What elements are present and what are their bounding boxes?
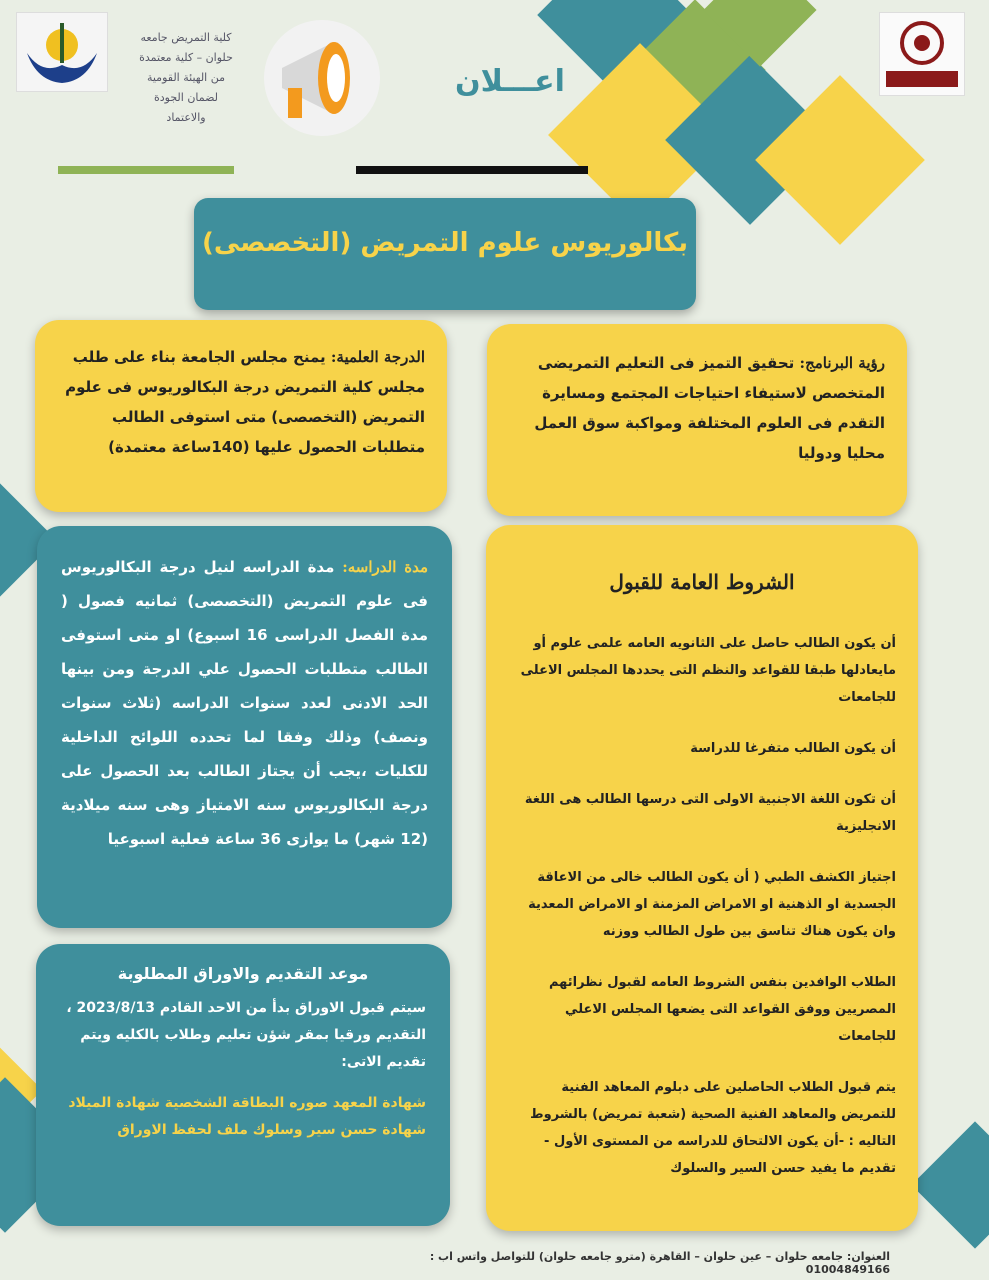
condition-item: أن تكون اللغة الاجنبية الاولى التى درسها الطالب هى اللغة الانجليزية — [524, 792, 896, 834]
required-documents: شهادة المعهد صوره البطاقة الشخصية شهادة الميلاد شهادة حسن سير وسلوك ملف لحفظ الاوراق — [68, 1095, 426, 1138]
university-logo-icon — [880, 13, 964, 95]
footer-contact: العنوان: جامعه حلوان – عين حلوان – القاهرة (مترو جامعه حلوان) للتواصل واتس اب : 01004849166 — [429, 1250, 890, 1276]
megaphone-icon — [262, 18, 382, 138]
accreditation-line: كلية التمريض جامعه — [140, 31, 232, 44]
condition-item: اجتياز الكشف الطبي ( أن يكون الطالب خالى من الاعاقة الجسدية او الذهنية او الامراض المزمنة او الامراض المعدية وان يكون هناك تناسق بين طول الطالب ووزنه — [528, 870, 896, 939]
vision-text: تحقيق التميز فى التعليم التمريضى المتخصص لاستيفاء احتياجات المجتمع ومسايرة التقدم فى العلوم المختلفة ومواكبة سوق العمل محليا ودوليا — [534, 354, 885, 462]
application-text: سيتم قبول الاوراق بدأ من الاحد القادم 2023/8/13 ، التقديم ورقيا بمقر شؤن تعليم وطلاب بالكليه ويتم تقديم الاتى: — [66, 1000, 426, 1070]
application-card — [36, 944, 450, 1226]
accreditation-line: لضمان الجودة — [153, 91, 219, 104]
program-title-box — [194, 198, 696, 310]
application-title: موعد التقديم والاوراق المطلوبة — [117, 964, 369, 983]
decor-diamond — [911, 1121, 989, 1248]
duration-label: مدة الدراسه: — [342, 558, 428, 576]
duration-card — [37, 526, 452, 928]
vision-label: رؤية البرنامج: — [799, 354, 885, 372]
vision-card — [487, 324, 907, 516]
admission-conditions-card — [486, 525, 918, 1231]
faculty-logo-icon — [17, 13, 107, 91]
condition-item: أن يكون الطالب حاصل على الثانويه العامه علمى علوم أو مايعادلها طبقا للقواعد والنظم التى يحددها المجلس الاعلى للجامعات — [520, 636, 896, 705]
duration-text: مدة الدراسه لنيل درجة البكالوريوس فى علوم التمريض (التخصصى) ثمانيه فصول ( مدة الفصل الدراسى 16 اسبوع) او متى استوفى الطالب متطلبات الحصول علي الدرجة ومن بينها الحد الادنى لعدد سنوات الدراسه (ثلاث سنوات ونصف) وذلك وفقا لما تحدده اللوائح الداخلية للكليات ،يجب أن يجتاز الطالب بعد الحصول على درجة البكالوريوس سنه الامتياز وهى سنه ميلادية (12 شهر) ما يوازى 36 ساعة فعلية اسبوعيا — [61, 558, 428, 848]
divider-bar — [58, 166, 234, 174]
accreditation-text — [116, 28, 256, 128]
accreditation-line: حلوان – كلية معتمدة — [139, 51, 233, 64]
condition-item: يتم قبول الطلاب الحاصلين على دبلوم المعاهد الفنية للتمريض والمعاهد الفنية الصحية (شعبة تمريض) بالشروط التاليه : -أن يكون الالتحاق للدراسه من المستوى الأول - تقديم ما يفيد حسن السير والسلوك — [530, 1080, 896, 1176]
condition-item: الطلاب الوافدين بنفس الشروط العامه لقبول نظرائهم المصريين ووفق القواعد التى يضعها المجلس الاعلي للجامعات — [548, 975, 896, 1044]
announcement-title: اعـــلان — [455, 64, 565, 99]
accreditation-line: من الهيئة القومية — [146, 71, 226, 84]
program-title: بكالوريوس علوم التمريض (التخصصى) — [202, 228, 688, 258]
conditions-title: الشروط العامة للقبول — [609, 570, 795, 594]
degree-label: الدرجة العلمية: — [330, 348, 425, 366]
divider-bar — [356, 166, 588, 174]
accreditation-line: والاعتماد — [166, 111, 206, 124]
degree-text: يمنح مجلس الجامعة بناء على طلب مجلس كلية التمريض درجة البكالوريوس فى علوم التمريض (التخصصى) متى استوفى الطالب متطلبات الحصول عليها (140ساعة معتمدة) — [65, 348, 425, 456]
university-logo — [879, 12, 965, 96]
degree-card — [35, 320, 447, 512]
faculty-logo — [16, 12, 108, 92]
condition-item: أن يكون الطالب متفرغا للدراسة — [690, 741, 896, 756]
